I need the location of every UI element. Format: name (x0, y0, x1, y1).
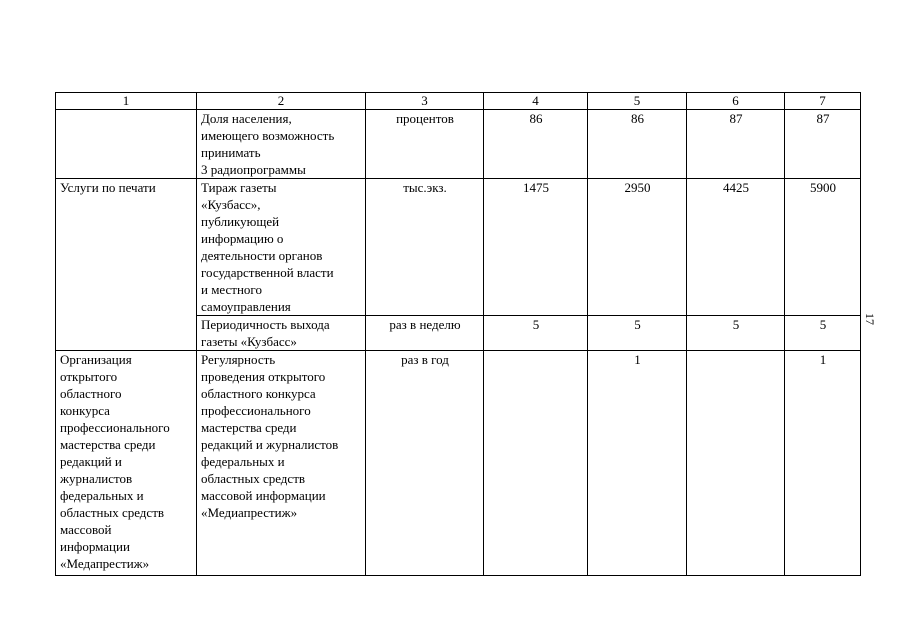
service-cell: Организация открытого областного конкурса профессионального мастерства среди редакций и журналистов федеральных и областных средств массовой информации «Медапрестиж» (56, 351, 197, 576)
value-cell-6 (687, 351, 785, 576)
value-cell-6: 4425 (687, 179, 785, 316)
header-row (56, 93, 861, 110)
value-cell-4: 1475 (484, 179, 588, 316)
header-cell-5: 5 (588, 93, 687, 110)
header-cell-4: 4 (484, 93, 588, 110)
unit-cell: тыс.экз. (366, 179, 484, 316)
unit-cell: раз в год (366, 351, 484, 576)
value-cell-5: 5 (588, 316, 687, 351)
value-cell-5: 1 (588, 351, 687, 576)
unit-cell: процентов (366, 110, 484, 179)
value-cell-7: 87 (785, 110, 861, 179)
value-cell-5: 86 (588, 110, 687, 179)
value-cell-7: 1 (785, 351, 861, 576)
service-cell (56, 110, 197, 179)
service-cell: Услуги по печати (56, 179, 197, 351)
value-cell-5: 2950 (588, 179, 687, 316)
unit-cell: раз в неделю (366, 316, 484, 351)
indicator-cell: Регулярность проведения открытого областного конкурса профессионального мастерства среди редакций и журналистов федеральных и областных средств массовой информации «Медиапрестиж» (197, 351, 366, 576)
value-cell-6: 5 (687, 316, 785, 351)
page-number: 17 (863, 313, 877, 325)
value-cell-4: 5 (484, 316, 588, 351)
header-cell-7: 7 (785, 93, 861, 110)
indicator-cell: Доля населения, имеющего возможность принимать 3 радиопрограммы (197, 110, 366, 179)
value-cell-6: 87 (687, 110, 785, 179)
value-cell-7: 5900 (785, 179, 861, 316)
table-row (56, 351, 861, 576)
value-cell-4: 86 (484, 110, 588, 179)
indicators-table (55, 92, 861, 576)
header-cell-3: 3 (366, 93, 484, 110)
header-cell-2: 2 (197, 93, 366, 110)
header-cell-1: 1 (56, 93, 197, 110)
header-cell-6: 6 (687, 93, 785, 110)
value-cell-4 (484, 351, 588, 576)
table-row (56, 110, 861, 179)
value-cell-7: 5 (785, 316, 861, 351)
indicator-cell: Тираж газеты «Кузбасс», публикующей информацию о деятельности органов государственной власти и местного самоуправления (197, 179, 366, 316)
indicator-cell: Периодичность выхода газеты «Кузбасс» (197, 316, 366, 351)
table-row (56, 179, 861, 316)
